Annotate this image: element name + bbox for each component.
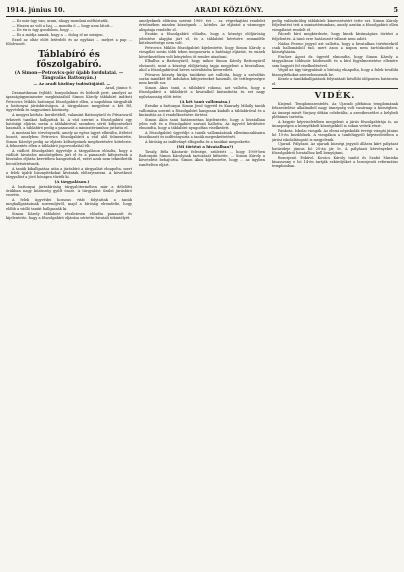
section-heading: (A tárgyaláson.) [54, 178, 90, 184]
intro-paragraph: Ezzel az oltár előtt letérdelt és az egyházi ... melyet a pap ... fölolvasott. [6, 37, 132, 47]
page-header [6, 4, 398, 17]
article-paragraph: Végül az ügy tárgyalását a bíróság elnapolta, hogy a felek további bizonyítékokat szerezhessenek be. [272, 68, 398, 77]
article-paragraph: amelyeknek előírása szerint 1909. évi ... sz. végrehajtási rendelet értelmében minden községnek ... köteles. Az eljárást a vármegye alispánja rendelte el. [139, 19, 265, 32]
article-paragraph: A főszolgabíró ügyvédje a tanúk vallomásának ellentmondásaira hivatkozott és indítványozta a tanúk megeskettetését. [139, 131, 265, 140]
article-paragraph: Páczelt bíró megkérdezte, hogy kinek kívánságára történt a feljelentés. A tanú erre határozott választ nem adott. [272, 32, 398, 41]
intro-paragraph: — De én is úgy gondolom, hogy ... [12, 28, 74, 33]
article-paragraph: A tanúk kihallgatása után a járásbíró a tárgyalást elnapolta, mert a felek újabb bizonyítékokat kívántak előterjeszteni. A következő tárgyalást a jövő hónapra tűzték ki. [6, 166, 132, 180]
article-columns [6, 19, 398, 568]
article-paragraph: Simon Károly táblabíró részletesen előadta panaszát és kijelentette, hogy a főszolgabíró eljárása sértette hivatali tekintélyét. [6, 211, 132, 220]
article-paragraph: Nádas Ferenc jegyző azt vallotta, hogy a hivatalban történtekről csak hallomásból tud, mert azon a napon nem tartózkodott a községházán. [272, 41, 398, 55]
article-subheadline: (A Simon—Petrovics-pör újabb fordulatai. — Tángvalás Battonyán.) [14, 70, 124, 81]
news-item: Ujarad. Pályázat. Az ujaradi községi jegyzői állásra kiírt pályázat határideje június hó 20-án jár le. A pályázati kérvényeket a főszolgabírói hivatalhoz kell benyújtani. [272, 142, 398, 156]
article-paragraph: A battonyai járásbíróság tárgyalótermében már a délelőtti órákban nagy közönség gyűlt össze. A tárgyalást Szabó járásbíró vezette. [6, 184, 132, 198]
article-paragraph: A mostani kir. törvényszék, amely az egész ügyet elbírálta, ítéletet hozott, amelyben Petrovics főszolgabírót a vád alól felmentette, Simon Károlyt pedig az eljárás költségeinek megfizetésére kötelezte. A felmentés ellen a táblabíró jogorvoslattal élt. [6, 130, 132, 148]
closing-paragraph: Kenéz a tanúkihallgatások folytatását későbbi időpontra határozta el. [272, 77, 398, 86]
section-heading: (A két tanú vallomása.) [179, 98, 231, 104]
news-item: Kisjenő. Templomszentelés. Az Ujaradi plébánia templomának felszentelése alkalmából nagy ünnepség volt vasárnap a községben. Az ünnepi misét Varjasy dékán celebrálta, a szentbeszédet a helybeli plébános tartotta. [272, 102, 398, 120]
news-item: Borosjenő. Esküvő. Kovács Károly tanító és Szabó Mariska kisasszony e hó 14-én tartják esküvőjüket a borosjenői református templomban. [272, 155, 398, 169]
intro-paragraph: — Hiszen az volt a baj, — mondta ő — hogy nem látott... [12, 23, 114, 28]
column-1 [6, 19, 132, 568]
news-item: A kegyúr képviseletében megjelent a járás főszolgabírája is, az ünnepségen a környékbeli községekből is sokan vettek részt. [272, 119, 398, 129]
article-paragraph: Simon Ákos tanú határozottan kijelentette, hogy a hivatalban jelen volt és a főszolgabíró szavait hallotta. Az ügyvéd kérdésére elmondta, hogy a táblabíró nyugodtan viselkedett. [139, 117, 265, 131]
article-paragraph: pedig valószínűleg táblabírói kinevezéséért tette ezt. Simon Károly feljelentést tett a minisztériumban, amely azután a főszolgabíró ellen vizsgálatot rendelt el. [272, 19, 398, 32]
newspaper-title: ARADI KÖZLÖNY. [194, 6, 264, 14]
article-paragraph: A vádlott főszolgabíró ügyvédje a tárgyaláson előadta, hogy a vádlott hivatalos minőségében járt el és a panaszolt kifejezések a hivatalos eljárás keretében hangzottak el, ezért azok nem tekinthetők becsületsértésnek. [6, 148, 132, 166]
article-byline: — Az aradi közlöny tudósítójától. — [33, 80, 111, 86]
article-paragraph: Petrovics Miklós főszolgabíró kijelentette, hogy Simon Károly a vizsgálat során több ízben megzavarta a hatósági eljárást, és ennek következtében volt kénytelen őt rendre utasítani. [139, 45, 265, 59]
article-paragraph: Ezután a főszolgabíró előadta, hogy a községi elöljáróság jelentése alapján járt el, és a táblabíró kérésére semmiféle kötelezettsége nem volt. [139, 32, 265, 46]
intro-paragraph: — Ez a módja annak, hogy a ... dolog el ne menjen. [12, 33, 104, 38]
article-paragraph: Elhallva a Battonyáról, hogy mikor Simon Károly Battonyáról elutazott, mint a községi elöljáróság tagja megjelent a hivatalban, ahol a főszolgabíróval heves szóváltásba keveredett. [139, 59, 265, 72]
article-paragraph: Simon Ákos tanú, a táblabíró rokona, azt vallotta, hogy a főszolgabíró a táblabírót a hivatalból kiutasította és ezt nagy nyilvánosság előtt tette. [139, 86, 265, 99]
section-heading: (Mi történt a hivatalban?) [176, 143, 234, 149]
article-paragraph: Erzsike a battonyai Simon Jenő ügyvéd és Kanrady Mihály tanúk vallomása szerint a főszolgabíró hangosan kiabált a táblabíróval és a kiutasítás az ő rendelkezésére történt. [139, 104, 265, 117]
article-dateline: Arad, június 9. [105, 86, 132, 91]
article-paragraph: Fischer Ágost dr. ügyvéd elmondta, hogy Simon Károly a tárgyaláson többször közbeszólt és a bíró figyelmeztetése ellenére sem hagyott fel viselkedésével. [272, 54, 398, 68]
article-paragraph: Pitvaros község bírája tanúként azt vallotta, hogy a szóváltás során mindkét fél indulatos kifejezéseket használt, de tettlegességre nem került sor. [139, 72, 265, 86]
article-paragraph: Dramatikusan fejlődő, bonyodalmas és hírhedt pert, amelyet az igazságügyminiszter megbízásából Simon Károly táblabíró indított Petrovics Miklós battonyai főszolgabíró ellen, a napokban tárgyalták a battonyai járásbíróságon. A tárgyaláson megjelent a két fél, ügyvédeik és nagyszámú közönség. [6, 91, 132, 113]
intro-paragraph: — Ez már úgy van, uram, ahogy mondani méltóztatik. [12, 19, 109, 23]
column-3 [272, 19, 398, 568]
section-divider [272, 88, 398, 89]
article-paragraph: Tavaly, Béla Kántorúr felesége, született ... hogy 1909-ben Battonyán Simon Károlynak tartozását kifizette, ... Simon Károly a követelést behajtotta. Simon Ákos kijelentette, hogy ... az ügyben ismételten eljárt. [139, 149, 265, 167]
article-paragraph: A felek ügyvédei hosszas vitát folytattak a tanúk meghallgatásának sorrendjéről, majd a bíróság elrendelte, hogy előbb a vádló tanúit hallgassák ki. [6, 198, 132, 211]
issue-date: 1914. június 10. [6, 6, 65, 14]
article-paragraph: A megyei kórház: kerületéből, valamint Battonyáról és Pitvarosról érkezett tanúkat hallgattak ki. A vád szerint a főszolgabíró egy hatósági eljárás során a táblabíróval szemben sértő kifejezéseket használt, a táblabíró pedig a panaszát a minisztériumhoz juttatta el. [6, 113, 132, 131]
section-title-vide: VIDÉK. [314, 91, 356, 102]
article-headline: Táblabíró és főszolgabíró. [36, 49, 102, 70]
article-paragraph: A bíróság az indítványt elfogadta és a tanúkat megeskette. [145, 140, 251, 145]
page-number: 5 [393, 6, 398, 14]
column-2 [139, 19, 265, 568]
news-item: Pankota. Iskolai vizsgák. Az elemi népiskolák évvégi vizsgái június hó 15-én kezdődnek. A vizsgákon a tanfelügyelő képviseletében a járási iskolalátogató is megjelenik. [272, 128, 398, 142]
